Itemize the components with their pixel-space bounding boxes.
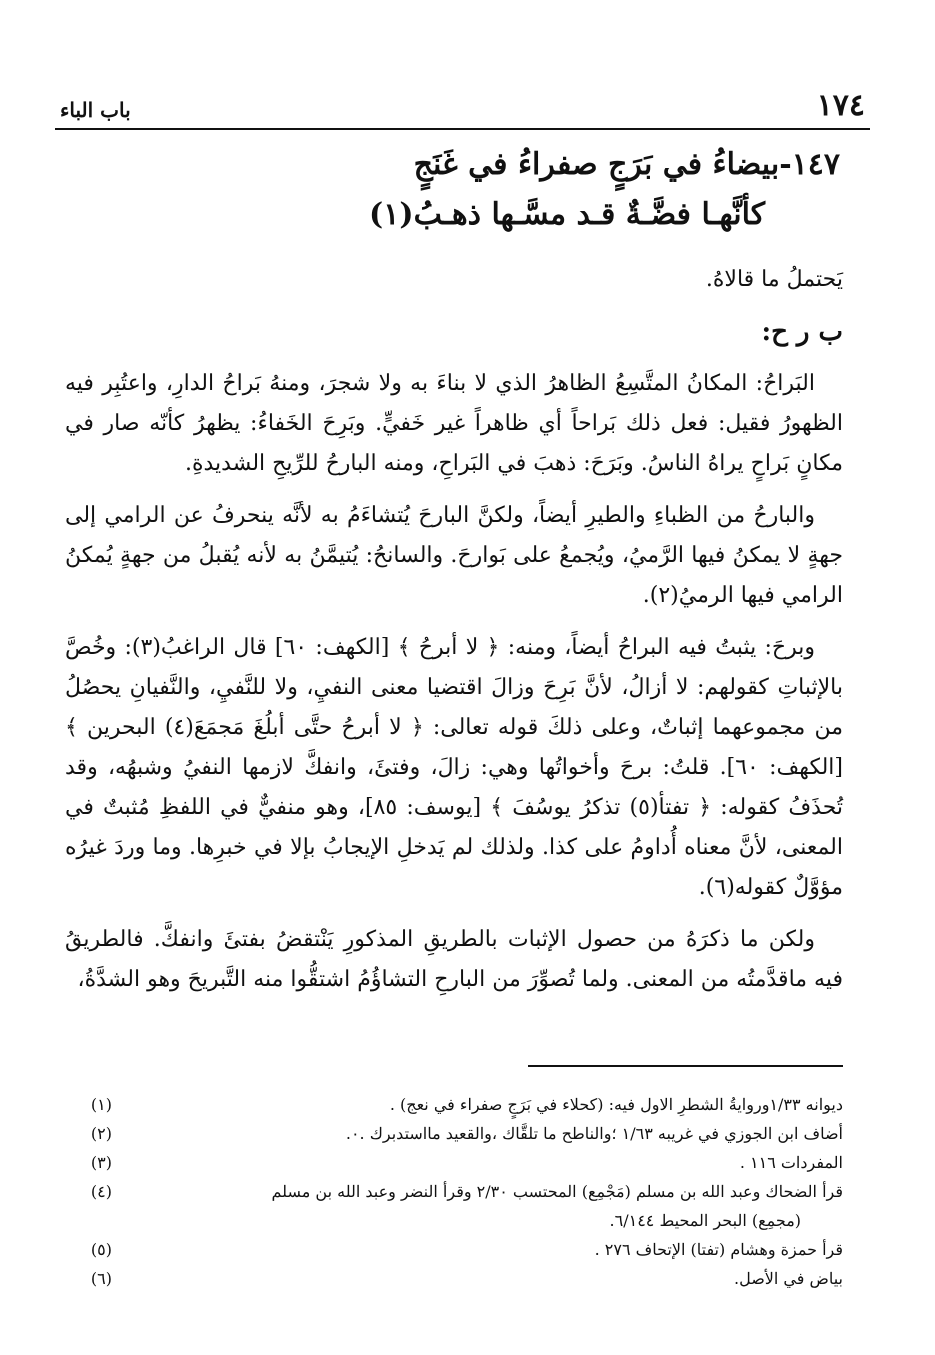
header-divider [55, 128, 870, 130]
verse-block [70, 140, 840, 240]
footnote-item [70, 1177, 843, 1206]
page-header [60, 82, 865, 122]
page-number: ١٧٤ [816, 88, 865, 123]
footnote-item [70, 1264, 843, 1293]
footnote-item [70, 1148, 843, 1177]
footnote-text: المفردات ١١٦ . [739, 1153, 843, 1172]
footnote-text: ديوانه ١/٣٣وروايةُ الشطرِ الاول فيه: (كحلاء في بَرَجٍ صفراء في نعج) . [389, 1095, 843, 1114]
paragraph: ولكن ما ذكرَهُ من حصول الإثبات بالطريقِ المذكورِ يَنْتقضُ بفتئَ وانفكَّ. فالطريقُ فيه ماقدَّمتُه من المعنى. ولما تُصوِّرَ من البارحِ التشاؤُمُ اشتقُّوا منه التَّبريحَ وهو الشدَّةُ، [65, 927, 843, 992]
footnote-number: (٢) [90, 1124, 112, 1143]
footnote-text: أضاف ابن الجوزي في غريبه ١/٦٣ ؛والناطح ما تلقَّاك ،والقعيد مااستدبرك .٠. [345, 1124, 843, 1143]
footnote-continuation: (مجمِع) البحر المحيط ٦/١٤٤. [609, 1211, 801, 1230]
verse-second-hemistich: كأنَّهـا فضَّـةٌ قـد مسَّـها ذهـبُ(١) [369, 197, 765, 232]
footnote-number: (٣) [90, 1153, 112, 1172]
footnote-text: قرأ الضحاك وعبد الله بن مسلم (مَجْمِع) المحتسب ٢/٣٠ وقرأ النضر وعبد الله بن مسلم [271, 1182, 843, 1201]
footnote-text: قرأ حمزة وهشام (تفتا) الإتحاف ٢٧٦ . [594, 1240, 843, 1259]
paragraph: وبرحَ: يثبتُ فيه البراحُ أيضاً، ومنه: ﴿ لا أبرحُ ﴾ [الكهف: ٦٠] قال الراغبُ(٣): وخُصَّ بالإثباتِ كقولهم: لا أزالُ، لأنَّ بَرِحَ وزالَ اقتضيا معنى النفيِ، ولا للنَّفيِ، والنَّفيانِ يحصُلُ من مجموعهما إثباتٌ، وعلى ذلكَ قوله تعالى: ﴿ لا أبرحُ حتَّى أبلُغَ مَجمَعَ(٤) البحرين ﴾ [الكهف: ٦٠]. قلتُ: برحَ وأخواتُها وهي: زالَ، وفتئَ، وانفكَّ لازمها النفيُ وشبهُه، وقد تُحذَفُ كقوله: ﴿ تفتأ(٥) تذكرُ يوسُفَ ﴾ [يوسف: ٨٥]، وهو منفيٌّ في اللفظِ مُثبتٌ في المعنى، لأنَّ معناه أُداومُ على كذا. ولذلك لم يَدخلِ الإيجابُ بإلا في خبرِها. وما وردَ غيرُه مؤوَّلٌ كقوله(٦). [65, 635, 844, 900]
footnote-divider [528, 1065, 843, 1067]
paragraph: والبارحُ من الظباءِ والطيرِ أيضاً، ولكنَّ البارحَ يُتشاءَمُ به لأنَّه ينحرفُ عن الرامي إلى جهةٍ لا يمكنُ فيها الرَّميُ، ويُجمعُ على بَوارحَ. والسانحُ: يُتيمَّنُ به لأنه يُقبلُ من جهةٍ يُمكنُ الرامي فيها الرميُ(٢). [65, 503, 843, 608]
paragraph: البَراحُ: المكانُ المتَّسِعُ الظاهرُ الذي لا بناءَ به ولا شجرَ، ومنهُ بَراحُ الدارِ، واعتُبِر فيه الظهورُ فقيل: فعل ذلك بَراحاً أي ظاهراً غير خَفيٍّ. وبَرِحَ الخَفاءُ: يظهرُ كأنّه صار في مكانٍ بَراحٍ يراهُ الناسُ. وبَرَحَ: ذهبَ في البَراحِ، ومنه البارحُ للرِّيحِ الشديدةِ. [65, 371, 843, 476]
footnotes [70, 1090, 843, 1293]
footnote-text: بياض في الأصل. [733, 1269, 843, 1288]
footnote-number: (٥) [90, 1240, 112, 1259]
footnote-number: (٦) [90, 1269, 112, 1288]
chapter-title: باب الباء [60, 98, 131, 122]
root-heading: ب ر ح: [761, 317, 843, 347]
footnote-item [70, 1090, 843, 1119]
footnote-item [70, 1119, 843, 1148]
body-text [65, 260, 843, 1012]
footnote-number: (١) [90, 1095, 112, 1114]
footnote-item [70, 1235, 843, 1264]
verse-first-hemistich: ١٤٧-بيضاءُ في بَرَجٍ صفراءُ في غَنَجٍ [413, 147, 840, 182]
footnote-number: (٤) [90, 1182, 112, 1201]
intro-sentence: يَحتملُ ما قالاهُ. [705, 267, 843, 292]
